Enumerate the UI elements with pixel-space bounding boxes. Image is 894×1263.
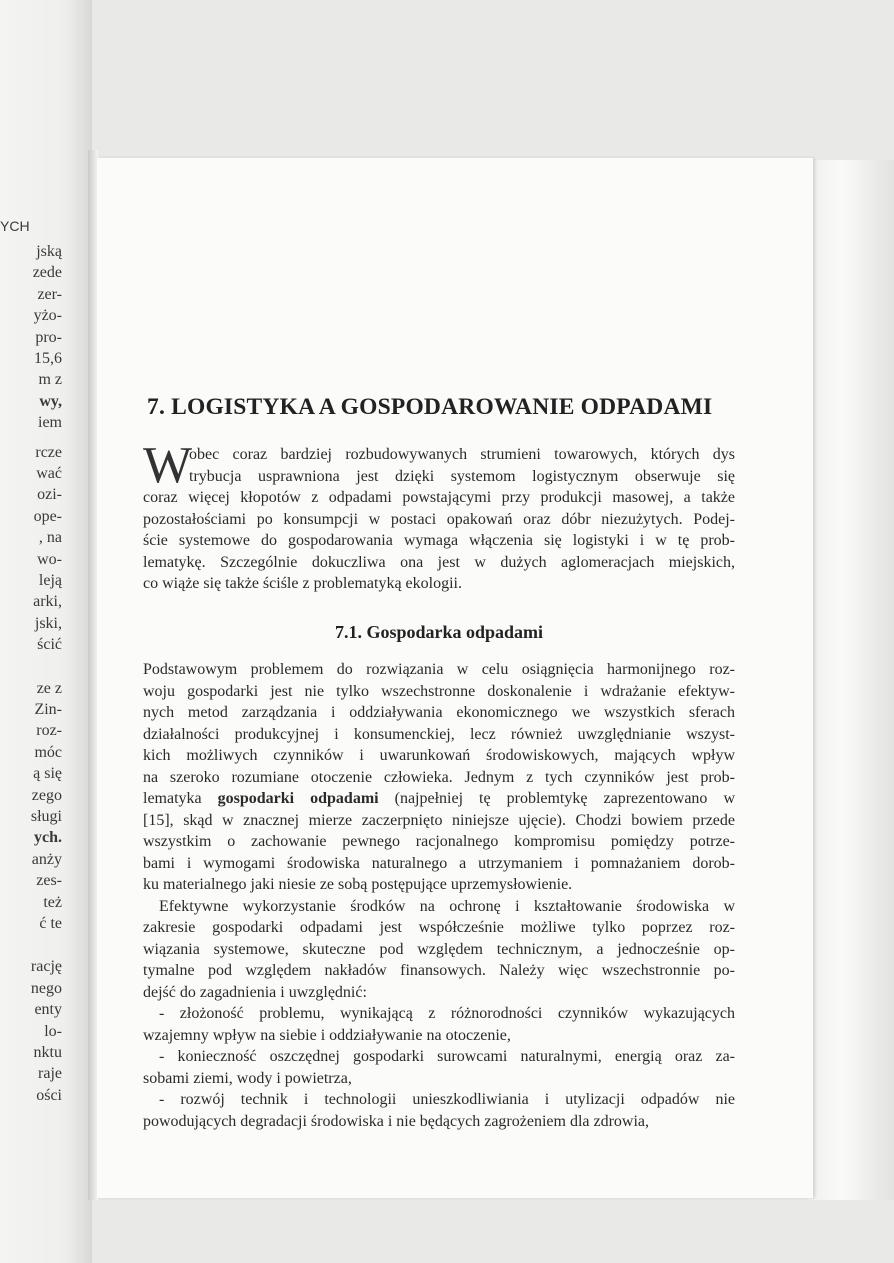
left-page-line: rację (30, 958, 62, 976)
text-line: lematykę. Szczególnie dokuczliwa ona jest w dużych aglomeracjach miejskich, (143, 553, 735, 571)
left-page-line: ą się (33, 765, 62, 783)
left-page-line: też (43, 893, 62, 911)
text: lematyka (143, 790, 218, 807)
body-text (143, 659, 735, 1132)
left-page-line: móc (34, 743, 62, 761)
left-page-line: ze z (36, 679, 62, 697)
left-page-line: nego (30, 979, 62, 997)
list-item: - rozwój technik i technologii unieszkodliwiania i utylizacji odpadów nie (159, 1091, 735, 1108)
section-title: 7.1. Gospodarka odpadami (334, 622, 544, 642)
left-page-line: ć te (39, 915, 62, 932)
left-page-line: Zin- (34, 701, 62, 718)
left-page-line: wać (36, 465, 62, 482)
text-line: kich możliwych czynników i uwarunkowań środowiskowych, mających wpływ (143, 747, 735, 764)
left-page-line: ości (36, 1086, 62, 1104)
left-page-line: ope- (33, 507, 62, 525)
left-page-line: 15,6 (34, 350, 62, 367)
left-page-header: YCH (0, 218, 30, 234)
left-page-line: lo- (44, 1022, 62, 1040)
left-page-line: enty (34, 1001, 62, 1019)
text-line: działalności produkcyjnej i konsumenckiej, lecz również uwzględnianie wszyst- (143, 725, 735, 743)
text-line: coraz więcej kłopotów z odpadami powstającymi przy produkcji masowej, a także (143, 489, 735, 506)
text-line: dejść do zagadnienia i uwzględnić: (143, 983, 367, 1001)
left-page-line: zes- (36, 872, 62, 890)
left-page-line: wo- (37, 550, 62, 568)
text-line: woju gospodarki jest nie tylko wszechstronne doskonalenie i wdrażanie efektyw- (143, 682, 735, 700)
left-page-line: wy, (39, 392, 62, 410)
left-page-line: yżo- (33, 307, 62, 325)
text-line: trybucja usprawniona jest dzięki systemom logistycznym obserwuje się (189, 467, 735, 485)
text-line: ku materialnego jaki niesie ze sobą postępujące uprzemysłowienie. (143, 876, 573, 893)
bold-term: gospodarki odpadami (217, 790, 379, 807)
left-page-line: anży (31, 850, 62, 868)
left-page-line: rcze (35, 443, 62, 461)
text-line: obec coraz bardziej rozbudowywanych strumieni towarowych, których dys (189, 446, 735, 463)
left-page-line: zede (32, 264, 62, 282)
left-page-line: ozi- (37, 486, 62, 504)
left-page-line: zego (31, 786, 62, 804)
page-edge (808, 160, 894, 1200)
left-page-line: arki, (33, 593, 62, 611)
left-page-line: roz- (36, 722, 62, 740)
intro-paragraph (143, 437, 735, 595)
text-line: tymalne pod względem nakładów finansowych. Należy więc wszechstronnie po- (143, 962, 735, 979)
text: (najpełniej tę problemtykę zaprezentowano w (378, 790, 735, 807)
text-line: [15], skąd w znacznej mierze zaczerpnięto niniejsze ujęcie). Chodzi bowiem przede (143, 811, 735, 829)
left-page-line: zer- (37, 285, 62, 303)
text-line: wiązania systemowe, skuteczne pod względem technicznym, a jednocześnie op- (143, 940, 735, 958)
left-page-line: jską (36, 243, 62, 260)
text-line: wszystkim o zachowanie pewnego racjonalnego kompromisu pomiędzy potrze- (143, 833, 735, 850)
text-line: ście systemowe do gospodarowania wymaga włączenia się logistyki i w tę prob- (143, 532, 735, 549)
text-line-with-bold (143, 788, 735, 810)
left-page-line: ścić (37, 636, 62, 654)
text-line: Podstawowym problemem do rozwiązania w celu osiągnięcia harmonijnego roz- (143, 661, 735, 678)
left-page-line: jski, (34, 614, 62, 632)
left-page-line: sługi (30, 808, 62, 825)
left-page-line: nktu (33, 1044, 62, 1061)
left-page-line: m z (38, 371, 62, 389)
left-page-line: leją (38, 572, 62, 589)
left-page-text (0, 0, 62, 1263)
text-line: wzajemny wpływ na siebie i oddziaływanie na otoczenie, (143, 1026, 511, 1044)
drop-cap: W (143, 437, 193, 494)
list-item: - złożoność problemu, wynikającą z różnorodności czynników wykazujących (159, 1005, 735, 1022)
text-line: bami i wymogami środowiska naturalnego a utrzymaniem i pomnażaniem dorob- (143, 854, 735, 872)
list-item: - konieczność oszczędnej gospodarki surowcami naturalnymi, energią oraz za- (159, 1048, 735, 1065)
left-page-line: pro- (35, 328, 62, 346)
text-line: Efektywne wykorzystanie środków na ochronę i kształtowanie środowiska w (159, 897, 735, 915)
left-page-line: , na (38, 529, 62, 547)
text-line: sobami ziemi, wody i powietrza, (143, 1069, 352, 1087)
text-line: powodujących degradacji środowiska i nie będących zagrożeniem dla zdrowia, (143, 1112, 650, 1130)
left-page-line: raje (38, 1065, 62, 1083)
text-line: co wiąże się także ściśle z problematyką ekologii. (143, 575, 462, 592)
left-page-line: ych. (34, 829, 62, 847)
chapter-title: 7. LOGISTYKA A GOSPODAROWANIE ODPADAMI (147, 394, 713, 420)
text-line: na szeroko rozumiane otoczenie człowieka. Jednym z tych czynników jest prob- (143, 768, 735, 786)
text-line: nych metod zarządzania i oddziaływania ekonomicznego we wszystkich sferach (143, 704, 735, 721)
text-line: zakresie gospodarki odpadami jest współcześnie możliwe tylko poprzez roz- (143, 919, 735, 936)
text-line: pozostałościami po konsumpcji w postaci opakowań oraz dóbr niezużytych. Podej- (143, 510, 735, 528)
left-page-line: iem (38, 414, 62, 432)
